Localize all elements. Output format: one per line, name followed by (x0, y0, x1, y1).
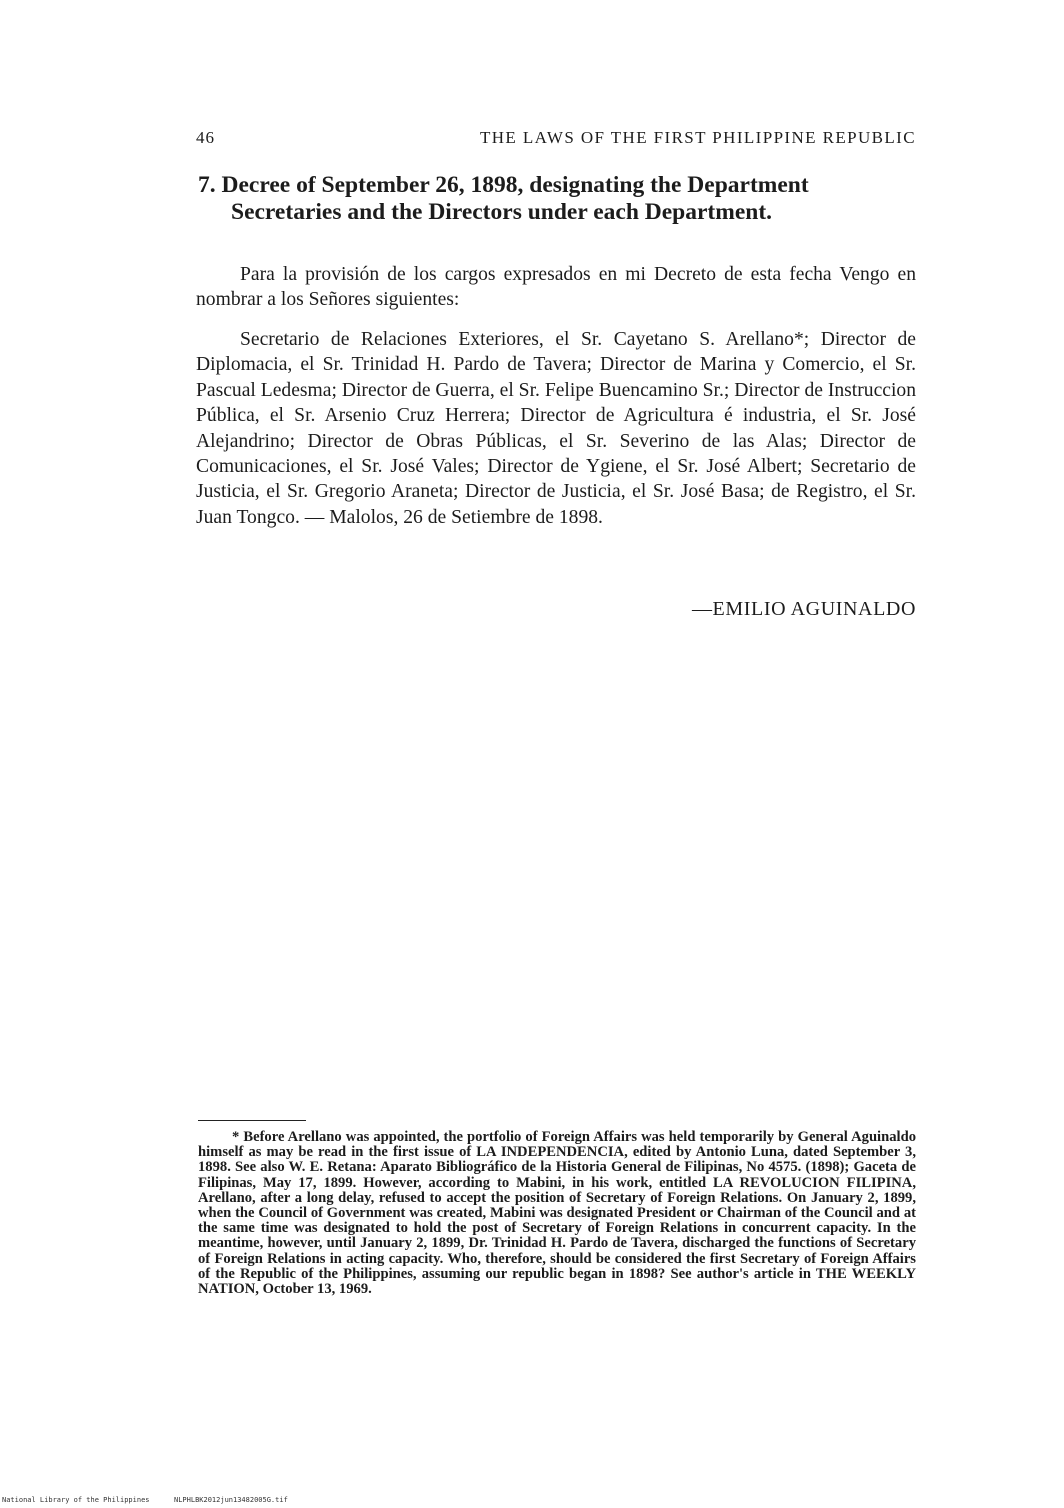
footnote: * Before Arellano was appointed, the portfolio of Foreign Affairs was held temporarily by General Aguinaldo himself as may be read in the first issue of LA INDEPENDENCIA, edited by Antonio Luna, dated September 3, 1898. See also W. E. Retana: Aparato Bibliográfico de la Historia General de Filipinas, No 4575. (1898); Gaceta de Filipinas, May 17, 1899. However, according to Mabini, in his work, entitled LA REVOLUCION FILIPINA, Arellano, after a long delay, refused to accept the position of Secretary of Foreign Relations. On January 2, 1899, when the Council of Government was created, Mabini was designated President or Chairman of the Council and at the same time was designated to hold the post of Secretary of Foreign Relations in concurrent capacity. In the meantime, however, until January 2, 1899, Dr. Trinidad H. Pardo de Tavera, discharged the functions of Secretary of Foreign Relations in acting capacity. Who, therefore, should be considered the first Secretary of Foreign Affairs of the Republic of the Philippines, assuming our republic began in 1898? See author's article in THE WEEKLY NATION, October 13, 1969. (198, 1129, 916, 1298)
decree-title-line-2: Secretaries and the Directors under each Department. (231, 199, 773, 225)
scan-library-label: National Library of the Philippines (2, 1496, 150, 1504)
signature: —EMILIO AGUINALDO (691, 598, 916, 620)
scan-file-label: NLPHLBK2012jun13482005G.tif (174, 1496, 288, 1504)
running-title: THE LAWS OF THE FIRST PHILIPPINE REPUBLIC (479, 128, 916, 147)
decree-title-line-1: 7. Decree of September 26, 1898, designating the Department (198, 172, 809, 198)
footnote-divider (198, 1120, 306, 1121)
decree-title (198, 172, 918, 226)
body-paragraph-appointments: Secretario de Relaciones Exteriores, el Sr. Cayetano S. Arellano*; Director de Diplomacia, el Sr. Trinidad H. Pardo de Tavera; Director de Marina y Comercio, el Sr. Pascual Ledesma; Director de Guerra, el Sr. Felipe Buencamino Sr.; Director de Instruccion Pública, el Sr. Arsenio Cruz Herrera; Director de Agricultura é industria, el Sr. José Alejandrino; Director de Obras Públicas, el Sr. Severino de las Alas; Director de Comunicaciones, el Sr. José Vales; Director de Ygiene, el Sr. José Albert; Secretario de Justicia, el Sr. Gregorio Araneta; Director de Justicia, el Sr. José Basa; de Registro, el Sr. Juan Tongco. — Malolos, 26 de Setiembre de 1898. (196, 329, 916, 528)
body-paragraph-intro: Para la provisión de los cargos expresados en mi Decreto de esta fecha Vengo en nombrar a los Señores siguientes: (196, 264, 916, 311)
page-number: 46 (196, 128, 215, 147)
page-header (196, 128, 916, 152)
